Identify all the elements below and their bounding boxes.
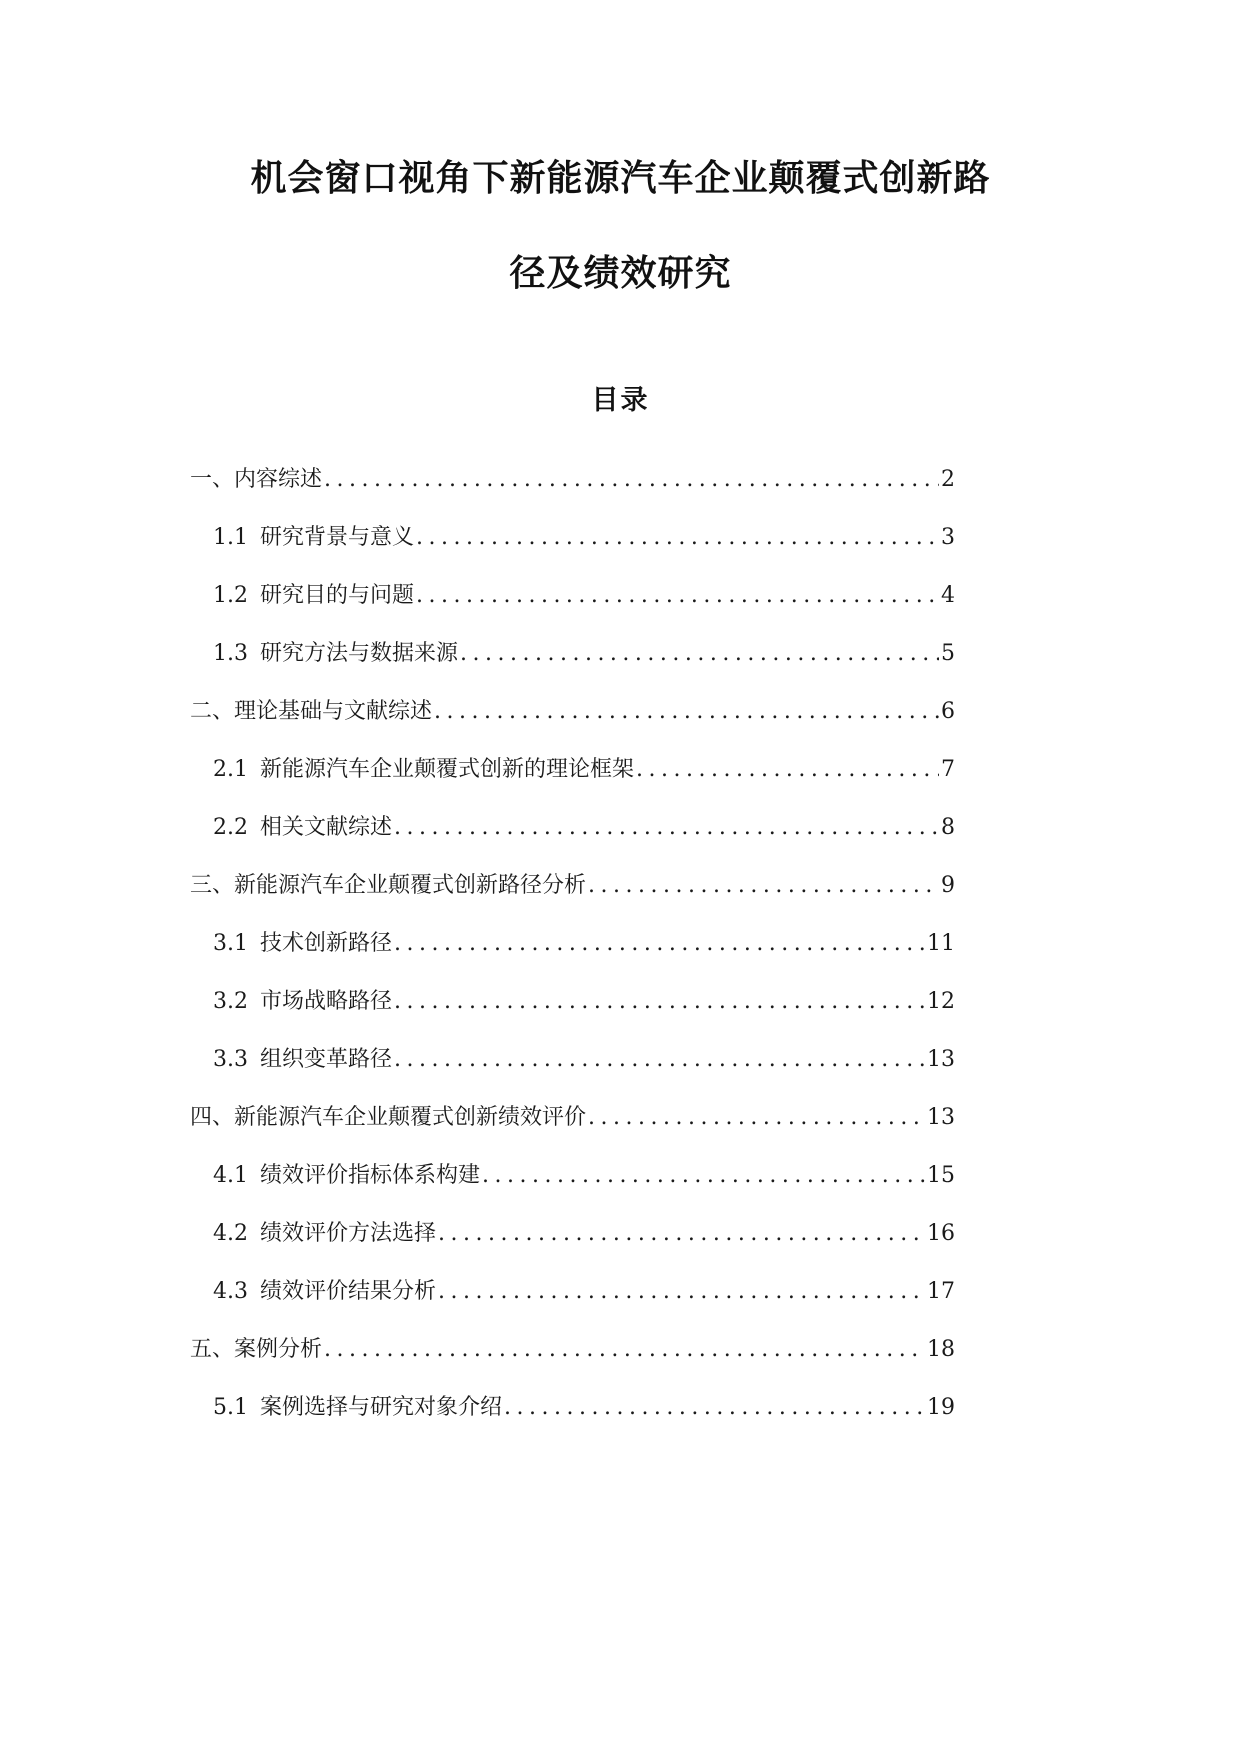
toc-entry-page-number: 15 — [927, 1163, 955, 1188]
toc-dot-leader — [394, 811, 939, 845]
toc-entry-page-number: 5 — [941, 641, 955, 666]
toc-entry-label: 一、内容综述 — [190, 467, 323, 492]
toc-entry-label: 相关文献综述 — [260, 815, 393, 840]
toc-heading: 目录 — [591, 385, 650, 416]
toc-entry-number: 3.1 — [213, 931, 248, 956]
toc-entry[interactable] — [190, 869, 955, 903]
toc-entry[interactable] — [213, 1391, 955, 1425]
toc-entry-number: 3.2 — [213, 989, 248, 1014]
toc-entry[interactable] — [213, 579, 955, 613]
toc-entry-label: 新能源汽车企业颠覆式创新的理论框架 — [260, 757, 635, 782]
toc-entry-page-number: 17 — [927, 1279, 955, 1304]
toc-entry-number: 2.1 — [213, 757, 248, 782]
document-title-line-1: 机会窗口视角下新能源汽车企业颠覆式创新路 — [250, 158, 991, 199]
toc-dot-leader — [588, 1101, 925, 1135]
toc-entry-page-number: 9 — [941, 873, 955, 898]
toc-entry-label: 技术创新路径 — [260, 931, 393, 956]
toc-entry-number: 1.3 — [213, 641, 248, 666]
toc-dot-leader — [394, 985, 925, 1019]
toc-entry[interactable] — [213, 1217, 955, 1251]
toc-dot-leader — [416, 521, 939, 555]
toc-entry-label: 研究背景与意义 — [260, 525, 415, 550]
toc-dot-leader — [394, 927, 925, 961]
toc-entry-page-number: 18 — [927, 1337, 955, 1362]
toc-entry-page-number: 3 — [941, 525, 955, 550]
toc-entry-page-number: 11 — [927, 931, 955, 956]
toc-dot-leader — [438, 1275, 925, 1309]
toc-dot-leader — [482, 1159, 925, 1193]
toc-entry-number: 3.3 — [213, 1047, 248, 1072]
toc-entry-page-number: 12 — [927, 989, 955, 1014]
toc-entry[interactable] — [213, 811, 955, 845]
toc-dot-leader — [438, 1217, 925, 1251]
toc-entry-page-number: 13 — [927, 1047, 955, 1072]
toc-entry[interactable] — [213, 521, 955, 555]
toc-entry[interactable] — [213, 985, 955, 1019]
toc-entry-number: 4.3 — [213, 1279, 248, 1304]
toc-entry-label: 市场战略路径 — [260, 989, 393, 1014]
toc-dot-leader — [416, 579, 939, 613]
document-title-line-2: 径及绩效研究 — [509, 253, 732, 294]
toc-entry-label: 二、理论基础与文献综述 — [190, 699, 433, 724]
toc-entry-number: 1.1 — [213, 525, 248, 550]
toc-entry-page-number: 2 — [941, 467, 955, 492]
toc-entry-page-number: 19 — [927, 1395, 955, 1420]
toc-entry-label: 绩效评价结果分析 — [260, 1279, 437, 1304]
toc-entry-number: 4.1 — [213, 1163, 248, 1188]
toc-entry[interactable] — [190, 695, 955, 729]
toc-entry[interactable] — [213, 753, 955, 787]
toc-dot-leader — [460, 637, 939, 671]
toc-entry-label: 研究方法与数据来源 — [260, 641, 459, 666]
toc-entry[interactable] — [213, 1159, 955, 1193]
toc-entry-label: 五、案例分析 — [190, 1337, 323, 1362]
toc-dot-leader — [434, 695, 939, 729]
toc-entry[interactable] — [190, 1333, 955, 1367]
toc-entry-label: 组织变革路径 — [260, 1047, 393, 1072]
toc-entry-label: 案例选择与研究对象介绍 — [260, 1395, 503, 1420]
toc-entry[interactable] — [190, 463, 955, 497]
toc-entry-number: 1.2 — [213, 583, 248, 608]
toc-entry-label: 绩效评价方法选择 — [260, 1221, 437, 1246]
toc-entry-number: 4.2 — [213, 1221, 248, 1246]
toc-entry-page-number: 13 — [927, 1105, 955, 1130]
toc-entry-number: 2.2 — [213, 815, 248, 840]
toc-entry-label: 四、新能源汽车企业颠覆式创新绩效评价 — [190, 1105, 587, 1130]
toc-dot-leader — [394, 1043, 925, 1077]
toc-dot-leader — [324, 1333, 925, 1367]
toc-entry-page-number: 6 — [941, 699, 955, 724]
toc-entry-label: 三、新能源汽车企业颠覆式创新路径分析 — [190, 873, 587, 898]
toc-dot-leader — [636, 753, 939, 787]
toc-entry[interactable] — [190, 1101, 955, 1135]
toc-entry-page-number: 16 — [927, 1221, 955, 1246]
toc-entry-label: 研究目的与问题 — [260, 583, 415, 608]
toc-dot-leader — [504, 1391, 925, 1425]
toc-entry[interactable] — [213, 1043, 955, 1077]
toc-dot-leader — [588, 869, 939, 903]
toc-entry-page-number: 4 — [941, 583, 955, 608]
toc-entry-number: 5.1 — [213, 1395, 248, 1420]
toc-entry[interactable] — [213, 637, 955, 671]
toc-entry[interactable] — [213, 927, 955, 961]
toc-entry-label: 绩效评价指标体系构建 — [260, 1163, 481, 1188]
toc-entry-page-number: 8 — [941, 815, 955, 840]
toc-entry-page-number: 7 — [941, 757, 955, 782]
toc-entry[interactable] — [213, 1275, 955, 1309]
toc-dot-leader — [324, 463, 939, 497]
